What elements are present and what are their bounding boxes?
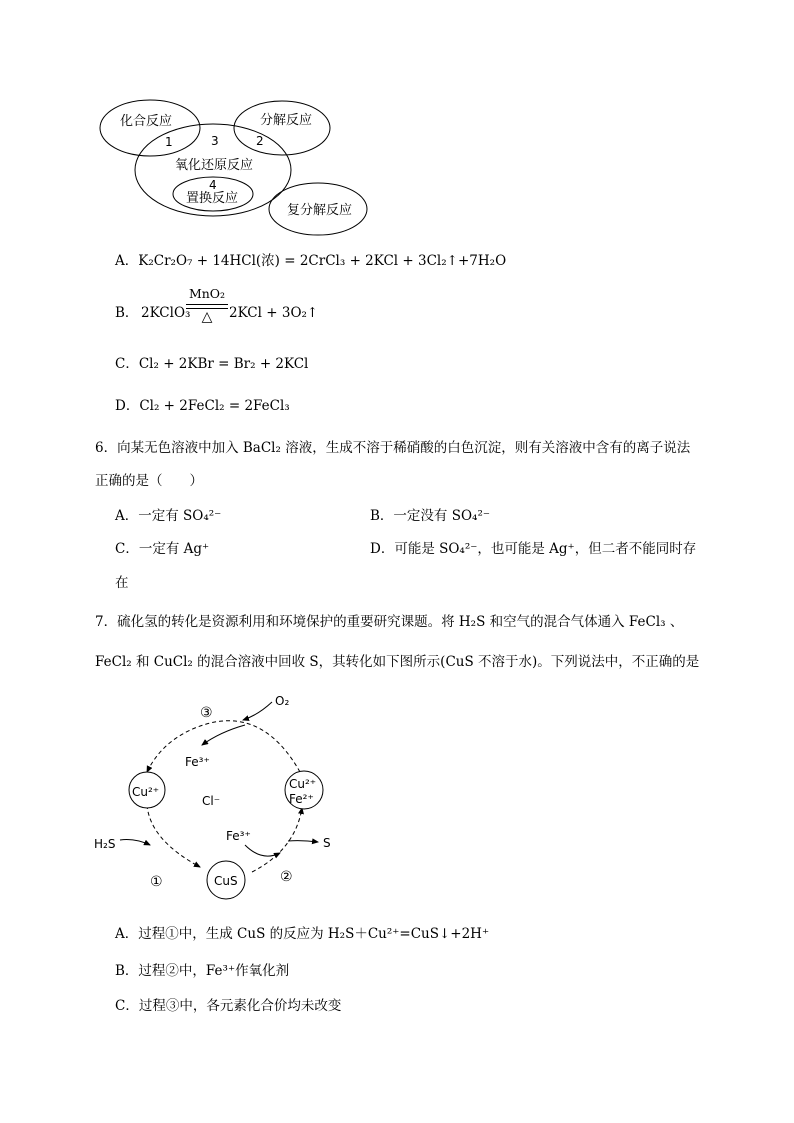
step-1: ① xyxy=(150,874,163,890)
o2-label: O₂ xyxy=(275,694,290,708)
q7-stem-line2: FeCl₂ 和 CuCl₂ 的混合溶液中回收 S，其转化如下图所示(CuS 不溶于水)。下列说法中，不正确的是 xyxy=(95,654,700,670)
s-label: S xyxy=(323,836,331,850)
h2s-label: H₂S xyxy=(94,837,116,851)
q7-option-c: C．过程③中，各元素化合价均未改变 xyxy=(115,998,342,1014)
h2s-conversion-cycle-diagram xyxy=(90,690,350,905)
redox-label: 氧化还原反应 xyxy=(175,158,254,173)
step-3: ③ xyxy=(200,705,213,721)
fe3-mid-arrow xyxy=(245,845,280,856)
cus-label: CuS xyxy=(214,874,238,888)
q6-option-c: C．一定有 Ag⁺ xyxy=(115,541,210,557)
cycle-arc-right xyxy=(252,808,302,872)
step-2: ② xyxy=(280,869,293,885)
q5-option-b-right: 2KCl + 3O₂↑ xyxy=(229,305,319,321)
cycle-arc-top xyxy=(147,721,300,772)
reaction-type-venn-diagram xyxy=(95,98,375,238)
decomposition-ellipse xyxy=(234,101,330,155)
q5-option-b-condition: MnO₂ △ xyxy=(186,286,228,332)
q7-option-a: A．过程①中，生成 CuS 的反应为 H₂S＋Cu²⁺=CuS↓+2H⁺ xyxy=(115,926,490,942)
combination-label: 化合反应 xyxy=(120,114,173,129)
q6-option-d-cont: 在 xyxy=(115,575,129,591)
s-arrow xyxy=(288,841,318,842)
cufe-label-bottom: Fe²⁺ xyxy=(289,792,314,806)
q5-option-a: A．K₂Cr₂O₇ + 14HCl(浓) = 2CrCl₃ + 2KCl + 3Cl₂↑+7H₂O xyxy=(115,253,507,269)
q5-option-d: D．Cl₂ + 2FeCl₂ = 2FeCl₃ xyxy=(115,398,290,414)
fe3-top-label: Fe³⁺ xyxy=(185,755,210,769)
q6-stem-line2: 正确的是（ ） xyxy=(95,473,203,489)
q7-stem-line1: 7．硫化氢的转化是资源利用和环境保护的重要研究课题。将 H₂S 和空气的混合气体通入 FeCl₃ 、 xyxy=(95,614,684,630)
q7-option-b: B．过程②中，Fe³⁺作氧化剂 xyxy=(115,963,290,979)
fe3-top-arrow xyxy=(202,725,245,745)
decomposition-label: 分解反应 xyxy=(260,113,313,128)
double-decomposition-label: 复分解反应 xyxy=(287,203,353,218)
q6-stem-line1: 6．向某无色溶液中加入 BaCl₂ 溶液，生成不溶于稀硝酸的白色沉淀，则有关溶液中含有的离子说法 xyxy=(95,440,691,456)
o2-arrow xyxy=(243,702,272,720)
h2s-arrow xyxy=(120,840,150,845)
region-4: 4 xyxy=(209,178,217,192)
q6-option-a: A．一定有 SO₄²⁻ xyxy=(115,508,222,524)
displacement-label: 置换反应 xyxy=(186,191,239,206)
q5-option-b: B． xyxy=(115,305,139,321)
q6-option-d: D．可能是 SO₄²⁻，也可能是 Ag⁺，但二者不能同时存 xyxy=(370,541,697,557)
q5-option-c: C．Cl₂ + 2KBr = Br₂ + 2KCl xyxy=(115,356,309,372)
region-2: 2 xyxy=(256,134,264,148)
cycle-arc-left xyxy=(147,805,200,867)
region-1: 1 xyxy=(165,135,173,149)
q5-option-a-text: K₂Cr₂O₇ + 14HCl(浓) = 2CrCl₃ + 2KCl + 3Cl₂↑+7H₂O xyxy=(138,253,507,269)
cu2-label: Cu²⁺ xyxy=(132,785,160,799)
q5-option-b-left: 2KClO₃ xyxy=(141,305,191,321)
cl-label: Cl⁻ xyxy=(202,794,221,808)
q6-option-b: B．一定没有 SO₄²⁻ xyxy=(370,508,490,524)
region-3: 3 xyxy=(211,134,219,148)
fe3-mid-label: Fe³⁺ xyxy=(226,829,251,843)
cufe-label-top: Cu²⁺ xyxy=(289,777,317,791)
